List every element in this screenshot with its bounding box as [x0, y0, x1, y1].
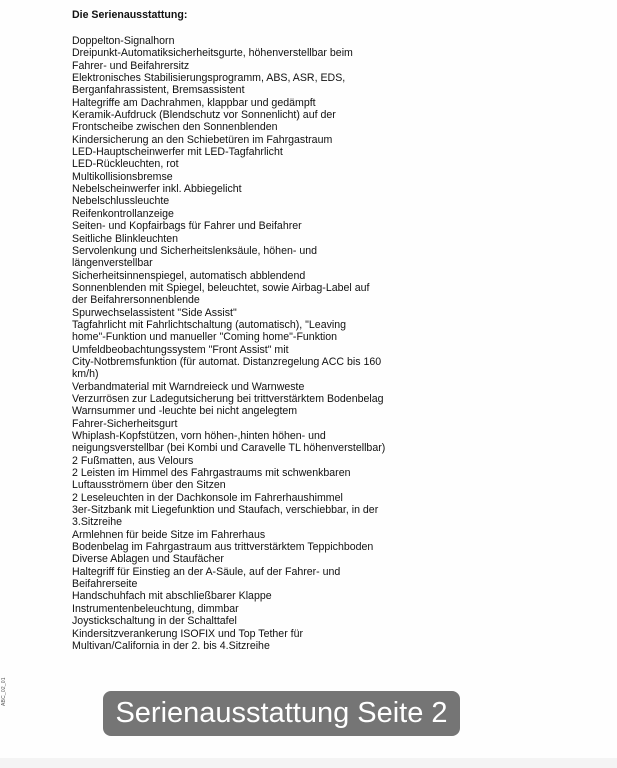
equipment-line: Doppelton-Signalhorn [72, 35, 175, 47]
equipment-line: Keramik-Aufdruck (Blendschutz vor Sonnenlicht) auf der [72, 109, 336, 122]
equipment-line: Frontscheibe zwischen den Sonnenblenden [72, 121, 278, 134]
equipment-line: Fahrer-Sicherheitsgurt [72, 417, 178, 430]
equipment-line: Haltegriff für Einstieg an der A-Säule, auf der Fahrer- und [72, 565, 341, 578]
equipment-line: Armlehnen für beide Sitze im Fahrerhaus [72, 528, 266, 541]
equipment-line: LED-Hauptscheinwerfer mit LED-Tagfahrlicht [72, 146, 283, 159]
equipment-line: Dreipunkt-Automatiksicherheitsgurte, höhenverstellbar beim [72, 47, 353, 60]
equipment-line: Sicherheitsinnenspiegel, automatisch abblendend [72, 269, 306, 282]
equipment-line: 2 Fußmatten, aus Velours [72, 454, 194, 467]
equipment-line: Kindersicherung an den Schiebetüren im Fahrgastraum [72, 133, 333, 146]
caption-overlay: Serienausstattung Seite 2 [103, 691, 460, 736]
equipment-line: Haltegriffe am Dachrahmen, klappbar und gedämpft [72, 96, 316, 109]
document-content [72, 9, 402, 652]
equipment-line: Sonnenblenden mit Spiegel, beleuchtet, sowie Airbag-Label auf [72, 281, 370, 294]
equipment-line: home"-Funktion und manueller "Coming home"-Funktion [72, 331, 338, 344]
equipment-line: Luftausströmern über den Sitzen [72, 479, 226, 492]
equipment-line: Whiplash-Kopfstützen, vorn höhen-,hinten höhen- und [72, 430, 326, 442]
equipment-line: Seitliche Blinkleuchten [72, 232, 178, 245]
side-code-label: ABC_02_01 [1, 677, 7, 706]
bottom-strip [0, 758, 617, 768]
equipment-line: Beifahrerseite [72, 578, 138, 591]
equipment-line: Joystickschaltung in der Schalttafel [72, 615, 237, 628]
equipment-line: Umfeldbeobachtungssystem "Front Assist" mit [72, 343, 289, 356]
equipment-line: Seiten- und Kopfairbags für Fahrer und Beifahrer [72, 220, 302, 233]
equipment-line: längenverstellbar [72, 257, 153, 270]
equipment-line: Elektronisches Stabilisierungsprogramm, ABS, ASR, EDS, [72, 72, 346, 85]
equipment-line: Warnsummer und -leuchte bei nicht angelegtem [72, 405, 298, 418]
equipment-line: Multivan/California in der 2. bis 4.Sitzreihe [72, 639, 270, 652]
equipment-line: Handschuhfach mit abschließbarer Klappe [72, 590, 272, 603]
equipment-line: 2 Leseleuchten in der Dachkonsole im Fahrerhaushimmel [72, 491, 343, 504]
equipment-line: Spurwechselassistent "Side Assist" [72, 306, 237, 319]
equipment-line: der Beifahrersonnenblende [72, 294, 200, 307]
equipment-line: Nebelscheinwerfer inkl. Abbiegelicht [72, 183, 242, 196]
equipment-line: Kindersitzverankerung ISOFIX und Top Tether für [72, 627, 304, 640]
equipment-line: Berganfahrassistent, Bremsassistent [72, 84, 245, 97]
equipment-line: Verzurrösen zur Ladegutsicherung bei trittverstärktem Bodenbelag [72, 392, 384, 405]
equipment-line: Nebelschlussleuchte [72, 195, 170, 208]
equipment-line: Fahrer- und Beifahrersitz [72, 59, 190, 72]
equipment-line: LED-Rückleuchten, rot [72, 158, 179, 171]
equipment-line: Servolenkung und Sicherheitslenksäule, höhen- und [72, 244, 318, 257]
equipment-line: Instrumentenbeleuchtung, dimmbar [72, 602, 239, 615]
equipment-line: Tagfahrlicht mit Fahrlichtschaltung (automatisch), "Leaving [72, 318, 347, 331]
equipment-line: Multikollisionsbremse [72, 170, 173, 183]
equipment-line: neigungsverstellbar (bei Kombi und Caravelle TL höhenverstellbar) [72, 442, 386, 455]
equipment-line: Reifenkontrollanzeige [72, 207, 174, 220]
equipment-line: 2 Leisten im Himmel des Fahrgastraums mit schwenkbaren [72, 467, 351, 480]
equipment-line: 3er-Sitzbank mit Liegefunktion und Staufach, verschiebbar, in der [72, 504, 379, 517]
equipment-line: City-Notbremsfunktion (für automat. Distanzregelung ACC bis 160 [72, 355, 382, 368]
equipment-list [72, 35, 402, 652]
equipment-line: Diverse Ablagen und Staufächer [72, 553, 224, 566]
document-heading: Die Serienausstattung: [72, 9, 188, 21]
equipment-line: km/h) [72, 368, 99, 381]
equipment-line: 3.Sitzreihe [72, 516, 123, 529]
equipment-line: Verbandmaterial mit Warndreieck und Warnweste [72, 380, 305, 393]
equipment-line: Bodenbelag im Fahrgastraum aus trittverstärktem Teppichboden [72, 541, 374, 554]
